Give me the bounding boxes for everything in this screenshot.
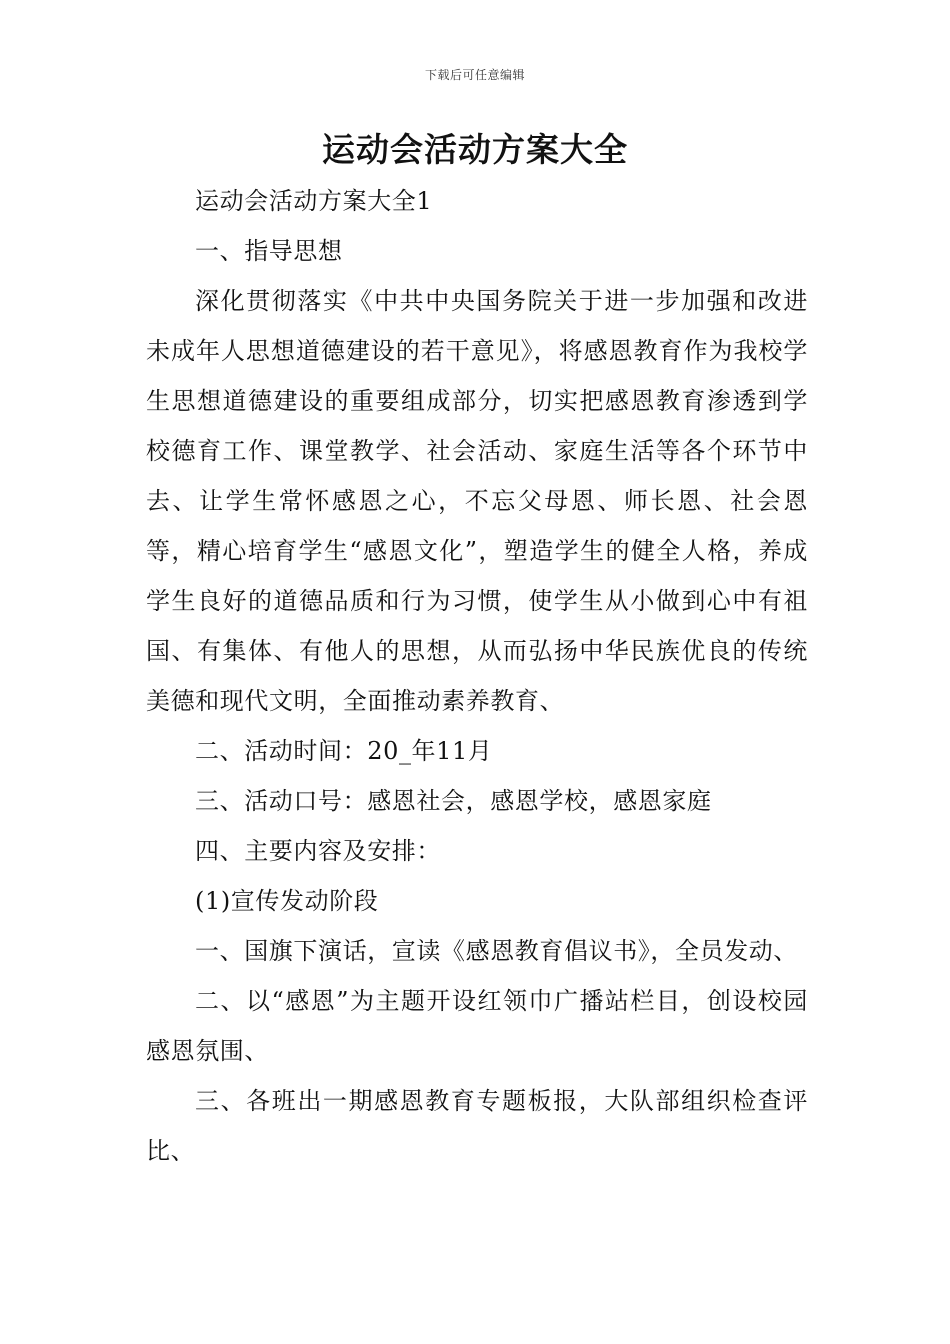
paragraph-item-3: 三、各班出一期感恩教育专题板报，大队部组织检查评比、 — [146, 1087, 808, 1165]
paragraph-activity-time: 二、活动时间：20_年11月 — [195, 737, 493, 765]
heading-publicity-stage: (1)宣传发动阶段 — [195, 887, 379, 915]
heading-main-content: 四、主要内容及安排： — [195, 837, 441, 865]
header-note: 下载后可任意编辑 — [424, 68, 525, 82]
section-heading: 运动会活动方案大全1 — [195, 187, 433, 215]
paragraph-item-1: 一、国旗下演话，宣读《感恩教育倡议书》，全员发动、 — [195, 937, 798, 965]
document-body — [146, 176, 808, 1176]
document-title: 运动会活动方案大全 — [322, 130, 628, 169]
paragraph-activity-slogan: 三、活动口号：感恩社会，感恩学校，感恩家庭 — [195, 787, 712, 815]
paragraph-item-2: 二、以“感恩”为主题开设红领巾广播站栏目，创设校园感恩氛围、 — [146, 987, 808, 1065]
paragraph-guiding-ideology: 深化贯彻落实《中共中央国务院关于进一步加强和改进未成年人思想道德建设的若干意见》，将感恩教育作为我校学生思想道德建设的重要组成部分，切实把感恩教育渗透到学校德育工作、课堂教学、社会活动、家庭生活等各个环节中去、让学生常怀感恩之心，不忘父母恩、师长恩、社会恩等，精心培育学生“感恩文化”，塑造学生的健全人格，养成学生良好的道德品质和行为习惯，使学生从小做到心中有祖国、有集体、有他人的思想，从而弘扬中华民族优良的传统美德和现代文明，全面推动素养教育、 — [146, 287, 808, 715]
heading-guiding-ideology: 一、指导思想 — [195, 237, 343, 265]
